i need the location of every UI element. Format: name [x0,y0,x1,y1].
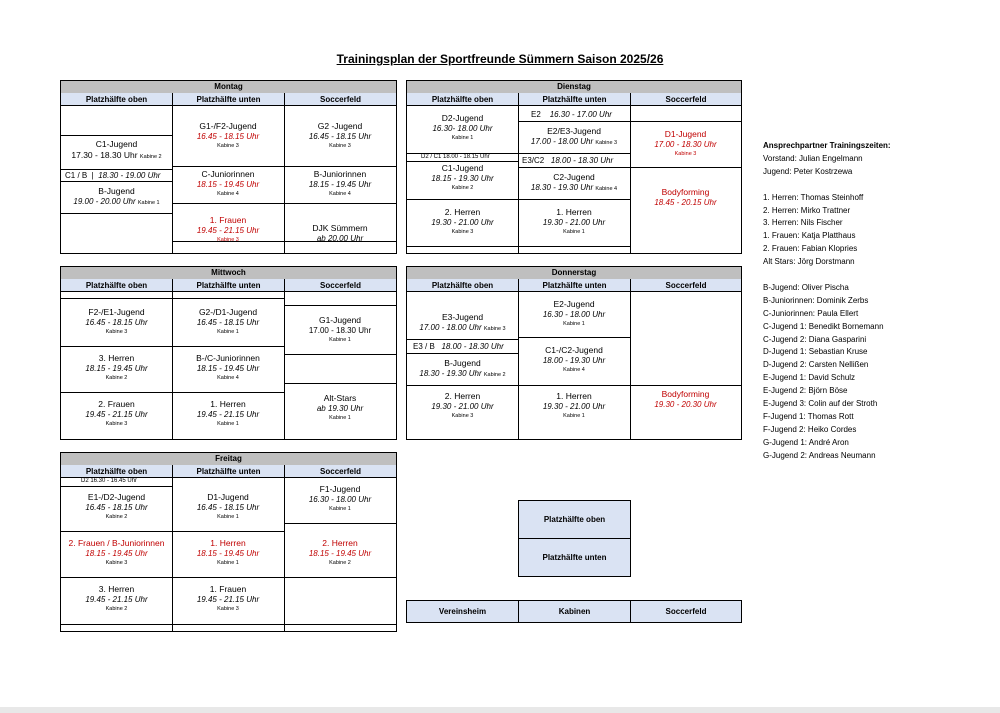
contact-line: Vorstand: Julian Engelmann [763,153,863,163]
day-header: Freitag [61,453,396,466]
col-header-soccer: Soccerfeld [285,279,396,292]
schedule-entry: E3/C2 18.00 - 18.30 Uhr [522,156,614,165]
col-header-soccer: Soccerfeld [285,93,396,106]
schedule-entry: Bodyforming 19.30 - 20.30 Uhr [654,389,717,409]
schedule-entry: 1. Frauen 19.45 - 21.15 Uhr Kabine 3 [196,584,260,612]
col-header-unten: Platzhälfte unten [173,465,285,478]
legend-vereinsheim: Vereinsheim [406,600,519,623]
contact-line: C-Juniorinnen: Paula Ellert [763,308,859,318]
schedule-entry: G2-/D1-Jugend 16.45 - 18.15 Uhr Kabine 1 [196,307,260,335]
schedule-entry: C1-/C2-Jugend 18.00 - 19.30 Uhr Kabine 4 [542,345,606,373]
contact-line: F-Jugend 2: Heiko Cordes [763,424,857,434]
schedule-entry: F1-Jugend 16.30 - 18.00 Uhr Kabine 1 [308,484,372,512]
col-header-soccer: Soccerfeld [285,465,396,478]
contact-line: G-Jugend 2: Andreas Neumann [763,450,876,460]
contact-line: 1. Frauen: Katja Platthaus [763,231,856,241]
col-header-unten: Platzhälfte unten [519,93,631,106]
schedule-entry: 1. Herren 19.30 - 21.00 Uhr Kabine 1 [542,391,606,419]
page-title: Trainingsplan der Sportfreunde Sümmern Saison 2025/26 [336,52,664,66]
col-header-oben: Platzhälfte oben [407,279,519,292]
montag-table [60,80,397,254]
day-header: Dienstag [407,81,741,94]
schedule-entry: E2-Jugend 16.30 - 18.00 Uhr Kabine 1 [542,299,606,327]
day-header: Montag [61,81,396,94]
schedule-entry: E3-Jugend 17.00 - 18.00 Uhr Kabine 3 [419,312,506,332]
schedule-entry: C1-Jugend 17.30 - 18.30 Uhr Kabine 2 [71,139,162,160]
legend-platz-unten: Platzhälfte unten [518,538,631,577]
schedule-entry: D2-Jugend 16.30- 18.00 Uhr Kabine 1 [432,113,493,141]
legend-platz-oben: Platzhälfte oben [518,500,631,539]
schedule-entry: D1-Jugend 16.45 - 18.15 Uhr Kabine 1 [196,492,260,520]
col-header-soccer: Soccerfeld [631,93,741,106]
contact-line: 2. Herren: Mirko Trattner [763,205,851,215]
col-header-oben: Platzhälfte oben [61,465,173,478]
page-footer-bar [0,707,1000,713]
day-header: Donnerstag [407,267,741,280]
col-header-oben: Platzhälfte oben [61,93,173,106]
schedule-entry: 1. Herren 19.30 - 21.00 Uhr Kabine 1 [542,207,606,235]
schedule-entry: 3. Herren 19.45 - 21.15 Uhr Kabine 2 [85,584,148,612]
schedule-entry: 1. Herren 19.45 - 21.15 Uhr Kabine 1 [196,399,260,427]
schedule-entry: C1 / B | 18.30 - 19.00 Uhr [65,171,161,180]
contact-line: B-Juniorinnen: Dominik Zerbs [763,295,869,305]
schedule-entry: D1-Jugend 17.00 - 18.30 Uhr Kabine 3 [654,129,717,157]
col-header-unten: Platzhälfte unten [519,279,631,292]
contact-line: 3. Herren: Nils Fischer [763,218,843,228]
freitag-table [60,452,397,632]
col-header-oben: Platzhälfte oben [61,279,173,292]
schedule-entry: 1. Herren 18.15 - 19.45 Uhr Kabine 1 [196,538,260,566]
contact-line: B-Jugend: Oliver Pischa [763,282,849,292]
contact-line: Alt Stars: Jörg Dorstmann [763,257,855,267]
contact-line: E-Jugend 3: Colin auf der Stroth [763,399,878,409]
contact-line: G-Jugend 1: André Aron [763,437,849,447]
mittwoch-table [60,266,397,440]
schedule-entry: C1-Jugend 18.15 - 19.30 Uhr Kabine 2 [431,163,494,191]
contact-line: E-Jugend 1: David Schulz [763,373,856,383]
schedule-entry: B-/C-Juniorinnen 18.15 - 19.45 Uhr Kabine 4 [196,353,260,381]
contact-line: E-Jugend 2: Björn Böse [763,386,848,396]
donnerstag-table [406,266,742,440]
schedule-entry: G1-Jugend 17.00 - 18.30 Uhr Kabine 1 [308,315,372,343]
schedule-entry: Alt-Stars ab 19.30 Uhr Kabine 1 [316,393,364,421]
contact-line: Jugend: Peter Kostrzewa [763,166,853,176]
col-header-unten: Platzhälfte unten [173,279,285,292]
contact-line: C-Jugend 1: Benedikt Bornemann [763,321,884,331]
contact-line: D-Jugend 2: Carsten Nellißen [763,360,869,370]
schedule-entry: B-Jugend 18.30 - 19.30 Uhr Kabine 2 [419,358,506,378]
schedule-entry: G2 -Jugend 16.45 - 18.15 Uhr Kabine 3 [308,121,372,149]
contact-line: 2. Frauen: Fabian Klopries [763,244,858,254]
legend-soccerfeld: Soccerfeld [630,600,742,623]
contact-list [763,140,891,463]
schedule-entry: 2. Frauen 19.45 - 21.15 Uhr Kabine 3 [85,399,148,427]
schedule-entry: D2 16.30 - 16.45 Uhr [81,478,138,484]
contact-line: C-Jugend 2: Diana Gasparini [763,334,867,344]
schedule-entry: B-Jugend 19.00 - 20.00 Uhr Kabine 1 [73,186,160,206]
schedule-entry: Bodyforming 18.45 - 20.15 Uhr [654,187,717,207]
schedule-entry: G1-/F2-Jugend 16.45 - 18.15 Uhr Kabine 3 [196,121,260,149]
schedule-entry: 2. Herren 19.30 - 21.00 Uhr Kabine 3 [431,207,494,235]
col-header-oben: Platzhälfte oben [407,93,519,106]
schedule-entry: E1-/D2-Jugend 16.45 - 18.15 Uhr Kabine 2 [85,492,148,520]
schedule-entry: 2. Herren 18.15 - 19.45 Uhr Kabine 2 [308,538,372,566]
contact-line: 1. Herren: Thomas Steinhoff [763,192,864,202]
schedule-entry: 3. Herren 18.15 - 19.45 Uhr Kabine 2 [85,353,148,381]
schedule-entry: 1. Frauen 19.45 - 21.15 Uhr Kabine 3 [196,215,260,243]
contact-line: D-Jugend 1: Sebastian Kruse [763,347,868,357]
schedule-entry: E2 16.30 - 17.00 Uhr [531,110,612,119]
schedule-entry: DJK Sümmern ab 20.00 Uhr [312,223,368,243]
schedule-entry: E3 / B 18.00 - 18.30 Uhr [413,342,504,351]
schedule-entry: 2. Frauen / B-Juniorinnen 18.15 - 19.45 Uhr Kabine 3 [68,538,165,566]
schedule-entry: C-Juniorinnen 18.15 - 19.45 Uhr Kabine 4 [196,169,260,197]
schedule-entry: D2 / C1 18.00 - 18.15 Uhr [421,154,490,160]
dienstag-table [406,80,742,254]
contact-heading: Ansprechpartner Trainingszeiten: [763,141,891,150]
schedule-entry: C2-Jugend 18.30 - 19.30 Uhr Kabine 4 [530,172,618,192]
day-header: Mittwoch [61,267,396,280]
legend-kabinen: Kabinen [518,600,631,623]
col-header-soccer: Soccerfeld [631,279,741,292]
schedule-entry: 2. Herren 19.30 - 21.00 Uhr Kabine 3 [431,391,494,419]
schedule-entry: E2/E3-Jugend 17.00 - 18.00 Uhr Kabine 3 [530,126,618,146]
col-header-unten: Platzhälfte unten [173,93,285,106]
schedule-entry: B-Juniorinnen 18.15 - 19.45 Uhr Kabine 4 [308,169,372,197]
contact-line: F-Jugend 1: Thomas Rott [763,412,854,421]
schedule-entry: F2-/E1-Jugend 16.45 - 18.15 Uhr Kabine 3 [85,307,148,335]
